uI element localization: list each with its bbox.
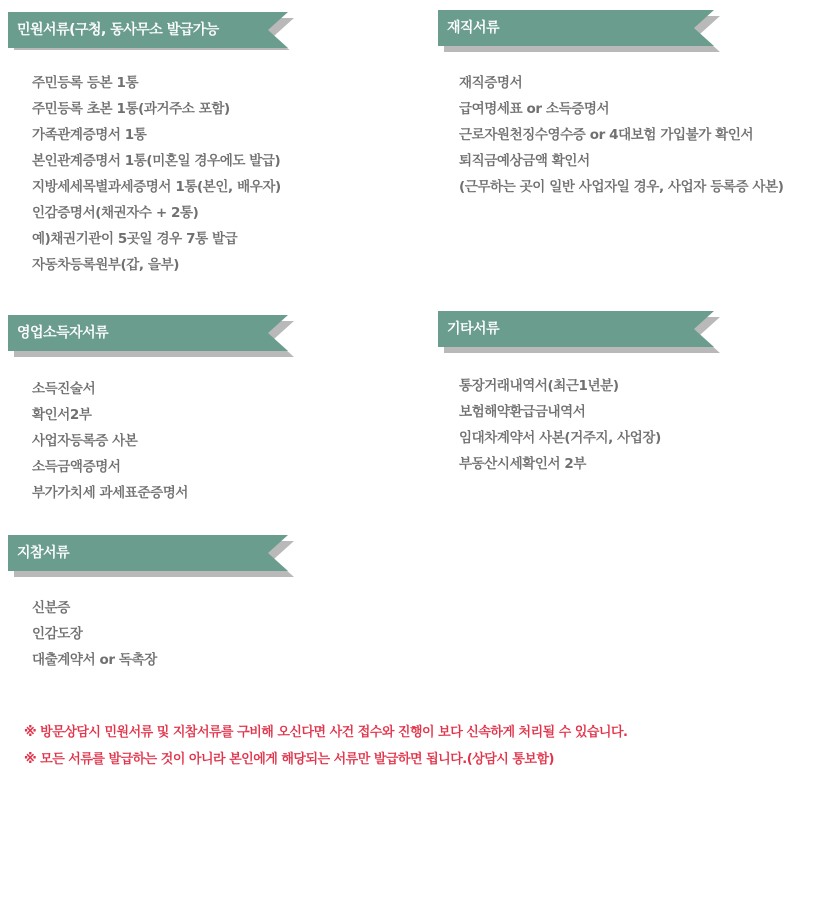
list-item: 예)채권기관이 5곳일 경우 7통 발급: [32, 231, 238, 247]
section-civil-documents: [8, 12, 281, 278]
list-item: 자동차등록원부(갑, 을부): [32, 257, 179, 273]
list-item: 소득진술서: [32, 381, 96, 397]
list-item: 재직증명서: [459, 75, 523, 91]
list-item: 가족관계증명서 1통: [32, 127, 147, 143]
list-item: 소득금액증명서: [32, 459, 121, 475]
section-banner: [8, 315, 188, 353]
list-item: (근무하는 곳이 일반 사업자일 경우, 사업자 등록증 사본): [459, 179, 784, 195]
list-item: 퇴직금예상금액 확인서: [459, 153, 590, 169]
section-business-income-documents: [8, 315, 188, 506]
section-banner: [438, 311, 661, 349]
section-title: 재직서류: [447, 20, 500, 36]
document-list: [32, 376, 188, 506]
section-banner: [438, 10, 783, 48]
list-item: 임대차계약서 사본(거주지, 사업장): [459, 430, 661, 446]
document-list: [459, 373, 661, 477]
section-title: 민원서류(구청, 동사무소 발급가능: [17, 22, 219, 38]
list-item: 근로자원천징수영수증 or 4대보험 가입불가 확인서: [459, 127, 754, 143]
list-item: 통장거래내역서(최근1년분): [459, 378, 619, 394]
list-item: 보험해약환급금내역서: [459, 404, 586, 420]
document-list: [32, 595, 157, 673]
list-item: 본인관계증명서 1통(미혼일 경우에도 발급): [32, 153, 281, 169]
section-title: 영업소득자서류: [17, 325, 109, 341]
document-list: [32, 70, 281, 278]
notice-line: ※ 방문상담시 민원서류 및 지참서류를 구비해 오신다면 사건 접수와 진행이 보다 신속하게 처리될 수 있습니다.: [24, 725, 628, 740]
section-title: 지참서류: [17, 545, 70, 561]
list-item: 사업자등록증 사본: [32, 433, 138, 449]
list-item: 인감도장: [32, 626, 83, 642]
section-banner: [8, 12, 281, 50]
list-item: 신분증: [32, 600, 70, 616]
section-employment-documents: [438, 10, 783, 200]
section-title: 기타서류: [447, 321, 500, 337]
list-item: 부동산시세확인서 2부: [459, 456, 587, 472]
list-item: 지방세세목별과세증명서 1통(본인, 배우자): [32, 179, 281, 195]
section-other-documents: [438, 311, 661, 477]
notice-line: ※ 모든 서류를 발급하는 것이 아니라 본인에게 해당되는 서류만 발급하면 됩니다.(상담시 통보함): [24, 752, 554, 767]
list-item: 급여명세표 or 소득증명서: [459, 101, 610, 117]
list-item: 대출계약서 or 독촉장: [32, 652, 157, 668]
section-required-documents: [8, 535, 157, 673]
notice-list: [24, 719, 628, 773]
list-item: 확인서2부: [32, 407, 92, 423]
list-item: 주민등록 등본 1통: [32, 75, 139, 91]
section-banner: [8, 535, 157, 573]
list-item: 부가가치세 과세표준증명서: [32, 485, 188, 501]
document-list: [459, 70, 783, 200]
list-item: 인감증명서(채권자수 + 2통): [32, 205, 199, 221]
list-item: 주민등록 초본 1통(과거주소 포함): [32, 101, 230, 117]
